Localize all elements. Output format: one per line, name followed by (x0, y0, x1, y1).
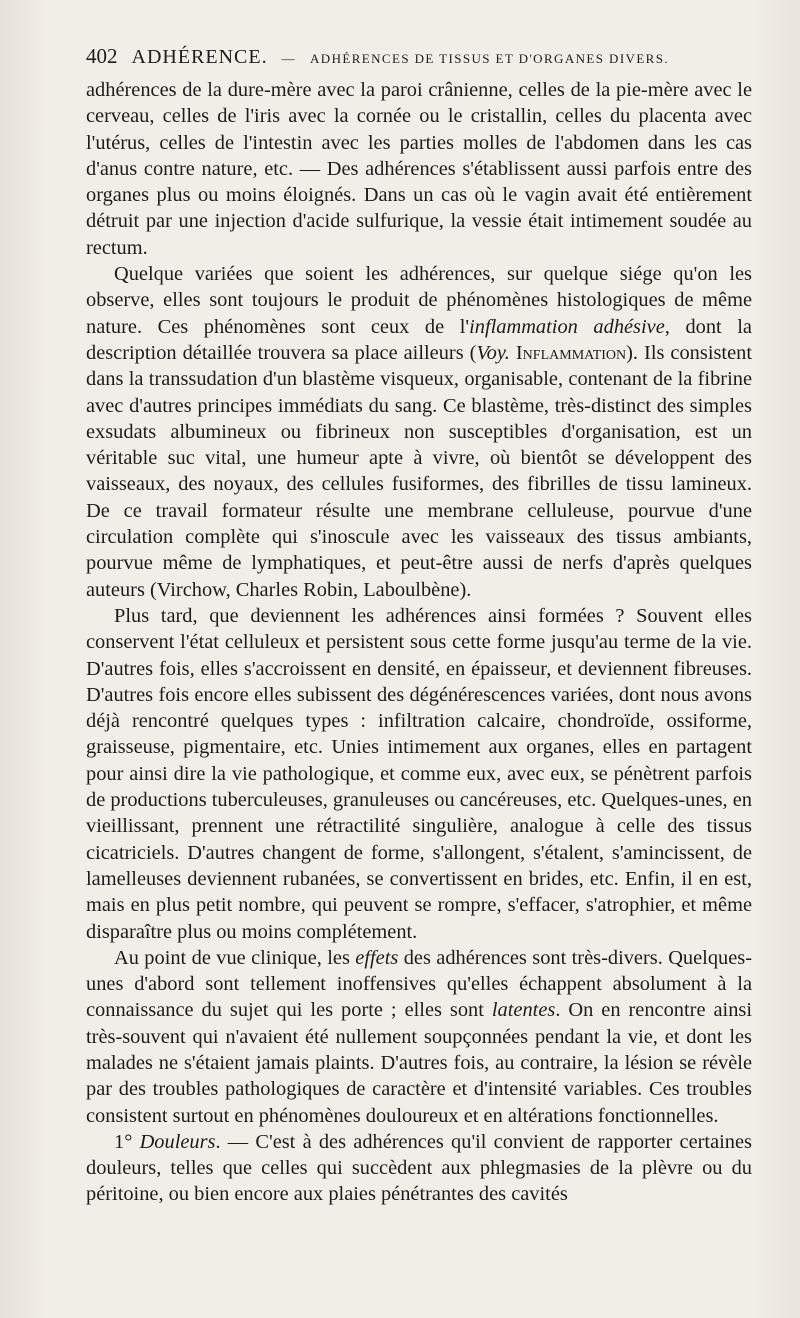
paragraph-2: Quelque variées que soient les adhérences, sur quelque siége qu'on les observe, elles sont toujours le produit de phénomènes histologiques de même nature. Ces phénomènes sont ceux de l'inflammation adhésive, dont la description détaillée trouvera sa place ailleurs (Voy. Inflammation). Ils consistent dans la transsudation d'un blastème visqueux, organisable, contenant de la fibrine avec d'autres principes immédiats du sang. Ce blastème, très-distinct des simples exsudats albumineux ou fibrineux non susceptibles d'organisation, est un véritable suc vital, une humeur apte à vivre, où bientôt se développent des vaisseaux, des noyaux, des cellules fusiformes, des fibrilles de tissu lamineux. De ce travail formateur résulte une membrane celluleuse, pourvue d'une circulation complète qui s'inoscule avec les vaisseaux des tissus ambiants, pourvue même de lymphatiques, et peut-être aussi de nerfs d'après quelques auteurs (Virchow, Charles Robin, Laboulbène). (86, 263, 752, 601)
paragraph-1: adhérences de la dure-mère avec la paroi crânienne, celles de la pie-mère avec le cerveau, celles de l'iris avec la cornée ou le cristallin, celles du placenta avec l'utérus, celles de l'intestin avec les parties molles de l'abdomen dans les cas d'anus contre nature, etc. — Des adhérences s'établissent aussi parfois entre des organes plus ou moins éloignés. Dans un cas où le vagin avait été entièrement détruit par une injection d'acide sulfurique, la vessie était intimement soudée au rectum. (86, 79, 752, 259)
paragraph-3: Plus tard, que deviennent les adhérences ainsi formées ? Souvent elles conservent l'état celluleux et persistent sous cette forme jusqu'au terme de la vie. D'autres fois, elles s'accroissent en densité, en épaisseur, et deviennent fibreuses. D'autres fois encore elles subissent des dégénérescences variées, dont nous avons déjà rencontré quelques types : infiltration calcaire, chondroïde, ossiforme, graisseuse, pigmentaire, etc. Unies intimement aux organes, elles en partagent pour ainsi dire la vie pathologique, et comme eux, avec eux, se pénètrent parfois de productions tuberculeuses, granuleuses ou cancéreuses, etc. Quelques-unes, en vieillissant, prennent une rétractilité singulière, analogue à celle des tissus cicatriciels. D'autres changent de forme, s'allongent, s'étalent, s'amincissent, de lamelleuses deviennent rubanées, se convertissent en brides, etc. Enfin, il en est, mais en plus petit nombre, qui peuvent se rompre, s'effacer, s'atrophier, et même disparaître plus ou moins complétement. (86, 604, 752, 943)
emphasis-voy: Voy. (476, 341, 510, 364)
running-subtitle: ADHÉRENCES DE TISSUS ET D'ORGANES DIVERS. (310, 51, 670, 66)
cross-reference: Inflammation (515, 341, 627, 364)
section-heading-douleurs: Douleurs (139, 1130, 216, 1153)
emphasis-term: inflammation adhésive (469, 315, 665, 338)
running-head (86, 44, 752, 69)
emphasis-latentes: latentes (491, 999, 556, 1022)
emphasis-effets: effets (355, 946, 399, 969)
running-dash: — (281, 51, 297, 66)
running-title: ADHÉRENCE. (131, 46, 268, 68)
paragraph-4: Au point de vue clinique, les effets des adhérences sont très-divers. Quelques-unes d'abord sont tellement inoffensives qu'elles échappent absolument à la connaissance du sujet qui les porte ; elles sont latentes. On en rencontre ainsi très-souvent qui n'avaient été nullement soupçonnées pendant la vie, et dont les malades ne s'étaient jamais plaints. D'autres fois, au contraire, la lésion se révèle par des troubles pathologiques de caractère et d'intensité variables. Ces troubles consistent surtout en phénomènes douloureux et en altérations fonctionnelles. (86, 946, 752, 1127)
paragraph-5: 1° Douleurs. — C'est à des adhérences qu'il convient de rapporter certaines douleurs, telles que celles qui succèdent aux phlegmasies de la plèvre ou du péritoine, ou bien encore aux plaies pénétrantes des cavités (86, 1130, 752, 1206)
page-number: 402 (86, 44, 118, 68)
body-text (86, 77, 752, 1208)
